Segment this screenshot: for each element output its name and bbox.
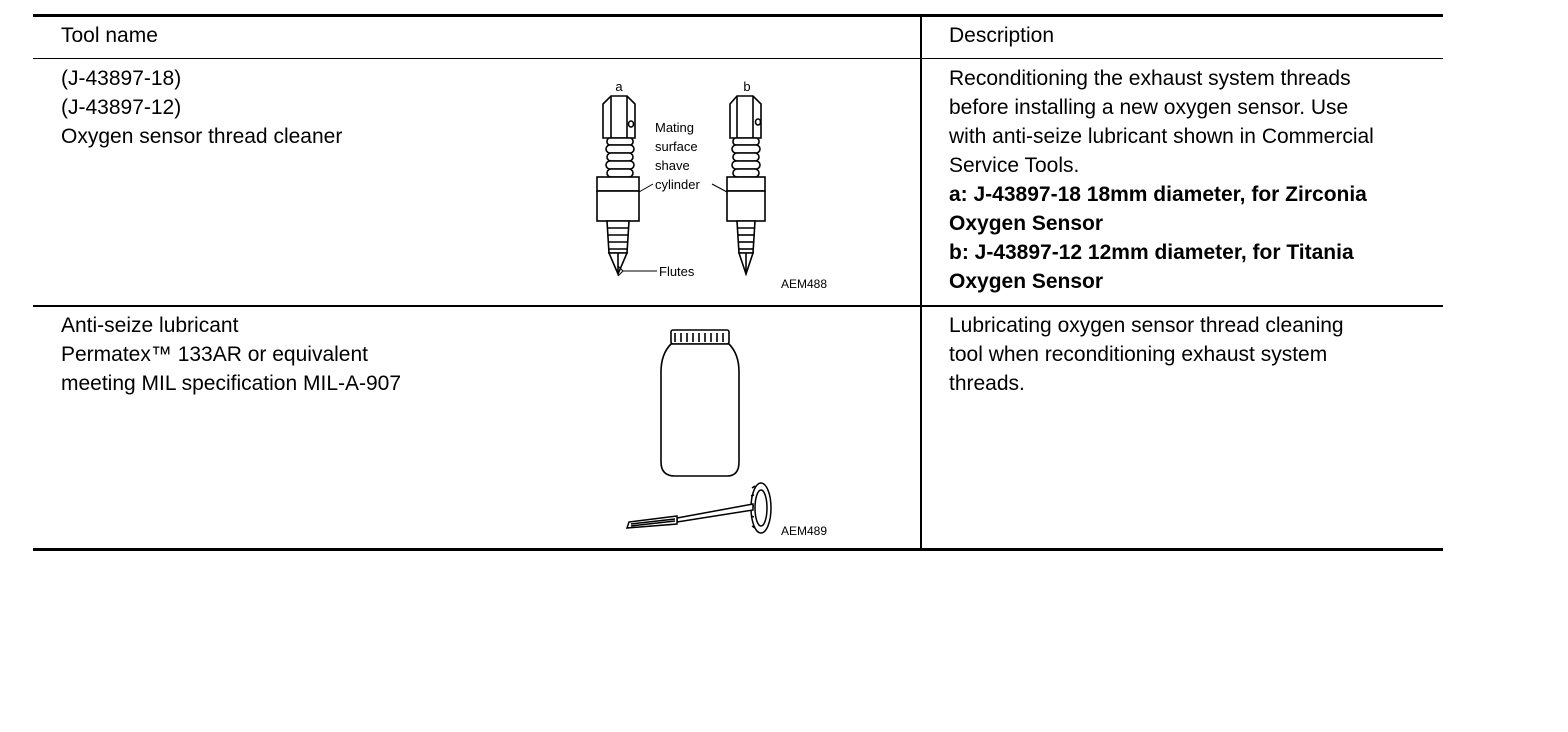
desc-bold-line: Oxygen Sensor	[949, 212, 1104, 235]
table-top-rule	[33, 14, 1443, 17]
row-divider	[33, 305, 1443, 307]
callout-line-1: Mating	[655, 120, 695, 135]
desc-line: with anti-seize lubricant shown in Commercial	[949, 125, 1374, 148]
callout-line-4: cylinder	[655, 177, 700, 192]
tool-number-12: (J-43897-12)	[61, 96, 182, 119]
row1-description	[949, 64, 1374, 296]
row2-tool-name	[61, 311, 401, 398]
label-a: a	[615, 79, 623, 94]
thread-cleaner-illustration	[575, 72, 845, 296]
desc-bold-line: a: J-43897-18 18mm diameter, for Zirconia	[949, 183, 1367, 206]
figure-code-aem488: AEM488	[781, 277, 828, 291]
desc-bold-line: Oxygen Sensor	[949, 270, 1104, 293]
desc-line: tool when reconditioning exhaust system	[949, 343, 1328, 366]
desc-line: threads.	[949, 372, 1025, 395]
lubricant-illustration	[615, 316, 845, 541]
header-divider	[33, 58, 1443, 59]
header-description: Description	[949, 24, 1055, 47]
row2-description	[949, 311, 1344, 398]
product-spec: meeting MIL specification MIL-A-907	[61, 372, 402, 395]
flutes-leader	[618, 266, 657, 276]
table-bottom-rule	[33, 548, 1443, 551]
desc-bold-line: b: J-43897-12 12mm diameter, for Titania	[949, 241, 1354, 264]
tool-number-18: (J-43897-18)	[61, 67, 182, 90]
figure-code-aem489: AEM489	[781, 524, 828, 538]
tool-a-icon	[597, 96, 639, 274]
tool-b-icon	[727, 96, 765, 274]
callout-line-3: shave	[655, 158, 690, 173]
callout-leader-b	[712, 184, 727, 192]
callout-line-2: surface	[655, 139, 698, 154]
product-brand: Permatex™ 133AR or equivalent	[61, 343, 368, 366]
product-title: Anti-seize lubricant	[61, 314, 239, 337]
callout-leader	[639, 184, 653, 192]
brush-applicator-icon	[627, 483, 771, 533]
label-b: b	[743, 79, 751, 94]
header-tool-name: Tool name	[61, 24, 158, 47]
desc-line: Lubricating oxygen sensor thread cleaning	[949, 314, 1344, 337]
desc-line: Service Tools.	[949, 154, 1080, 177]
row1-tool-name	[61, 64, 342, 151]
column-divider	[920, 16, 922, 550]
desc-line: before installing a new oxygen sensor. Use	[949, 96, 1349, 119]
tool-title: Oxygen sensor thread cleaner	[61, 125, 343, 148]
desc-line: Reconditioning the exhaust system threads	[949, 67, 1351, 90]
bottle-icon	[661, 330, 739, 476]
flutes-label: Flutes	[659, 264, 695, 279]
